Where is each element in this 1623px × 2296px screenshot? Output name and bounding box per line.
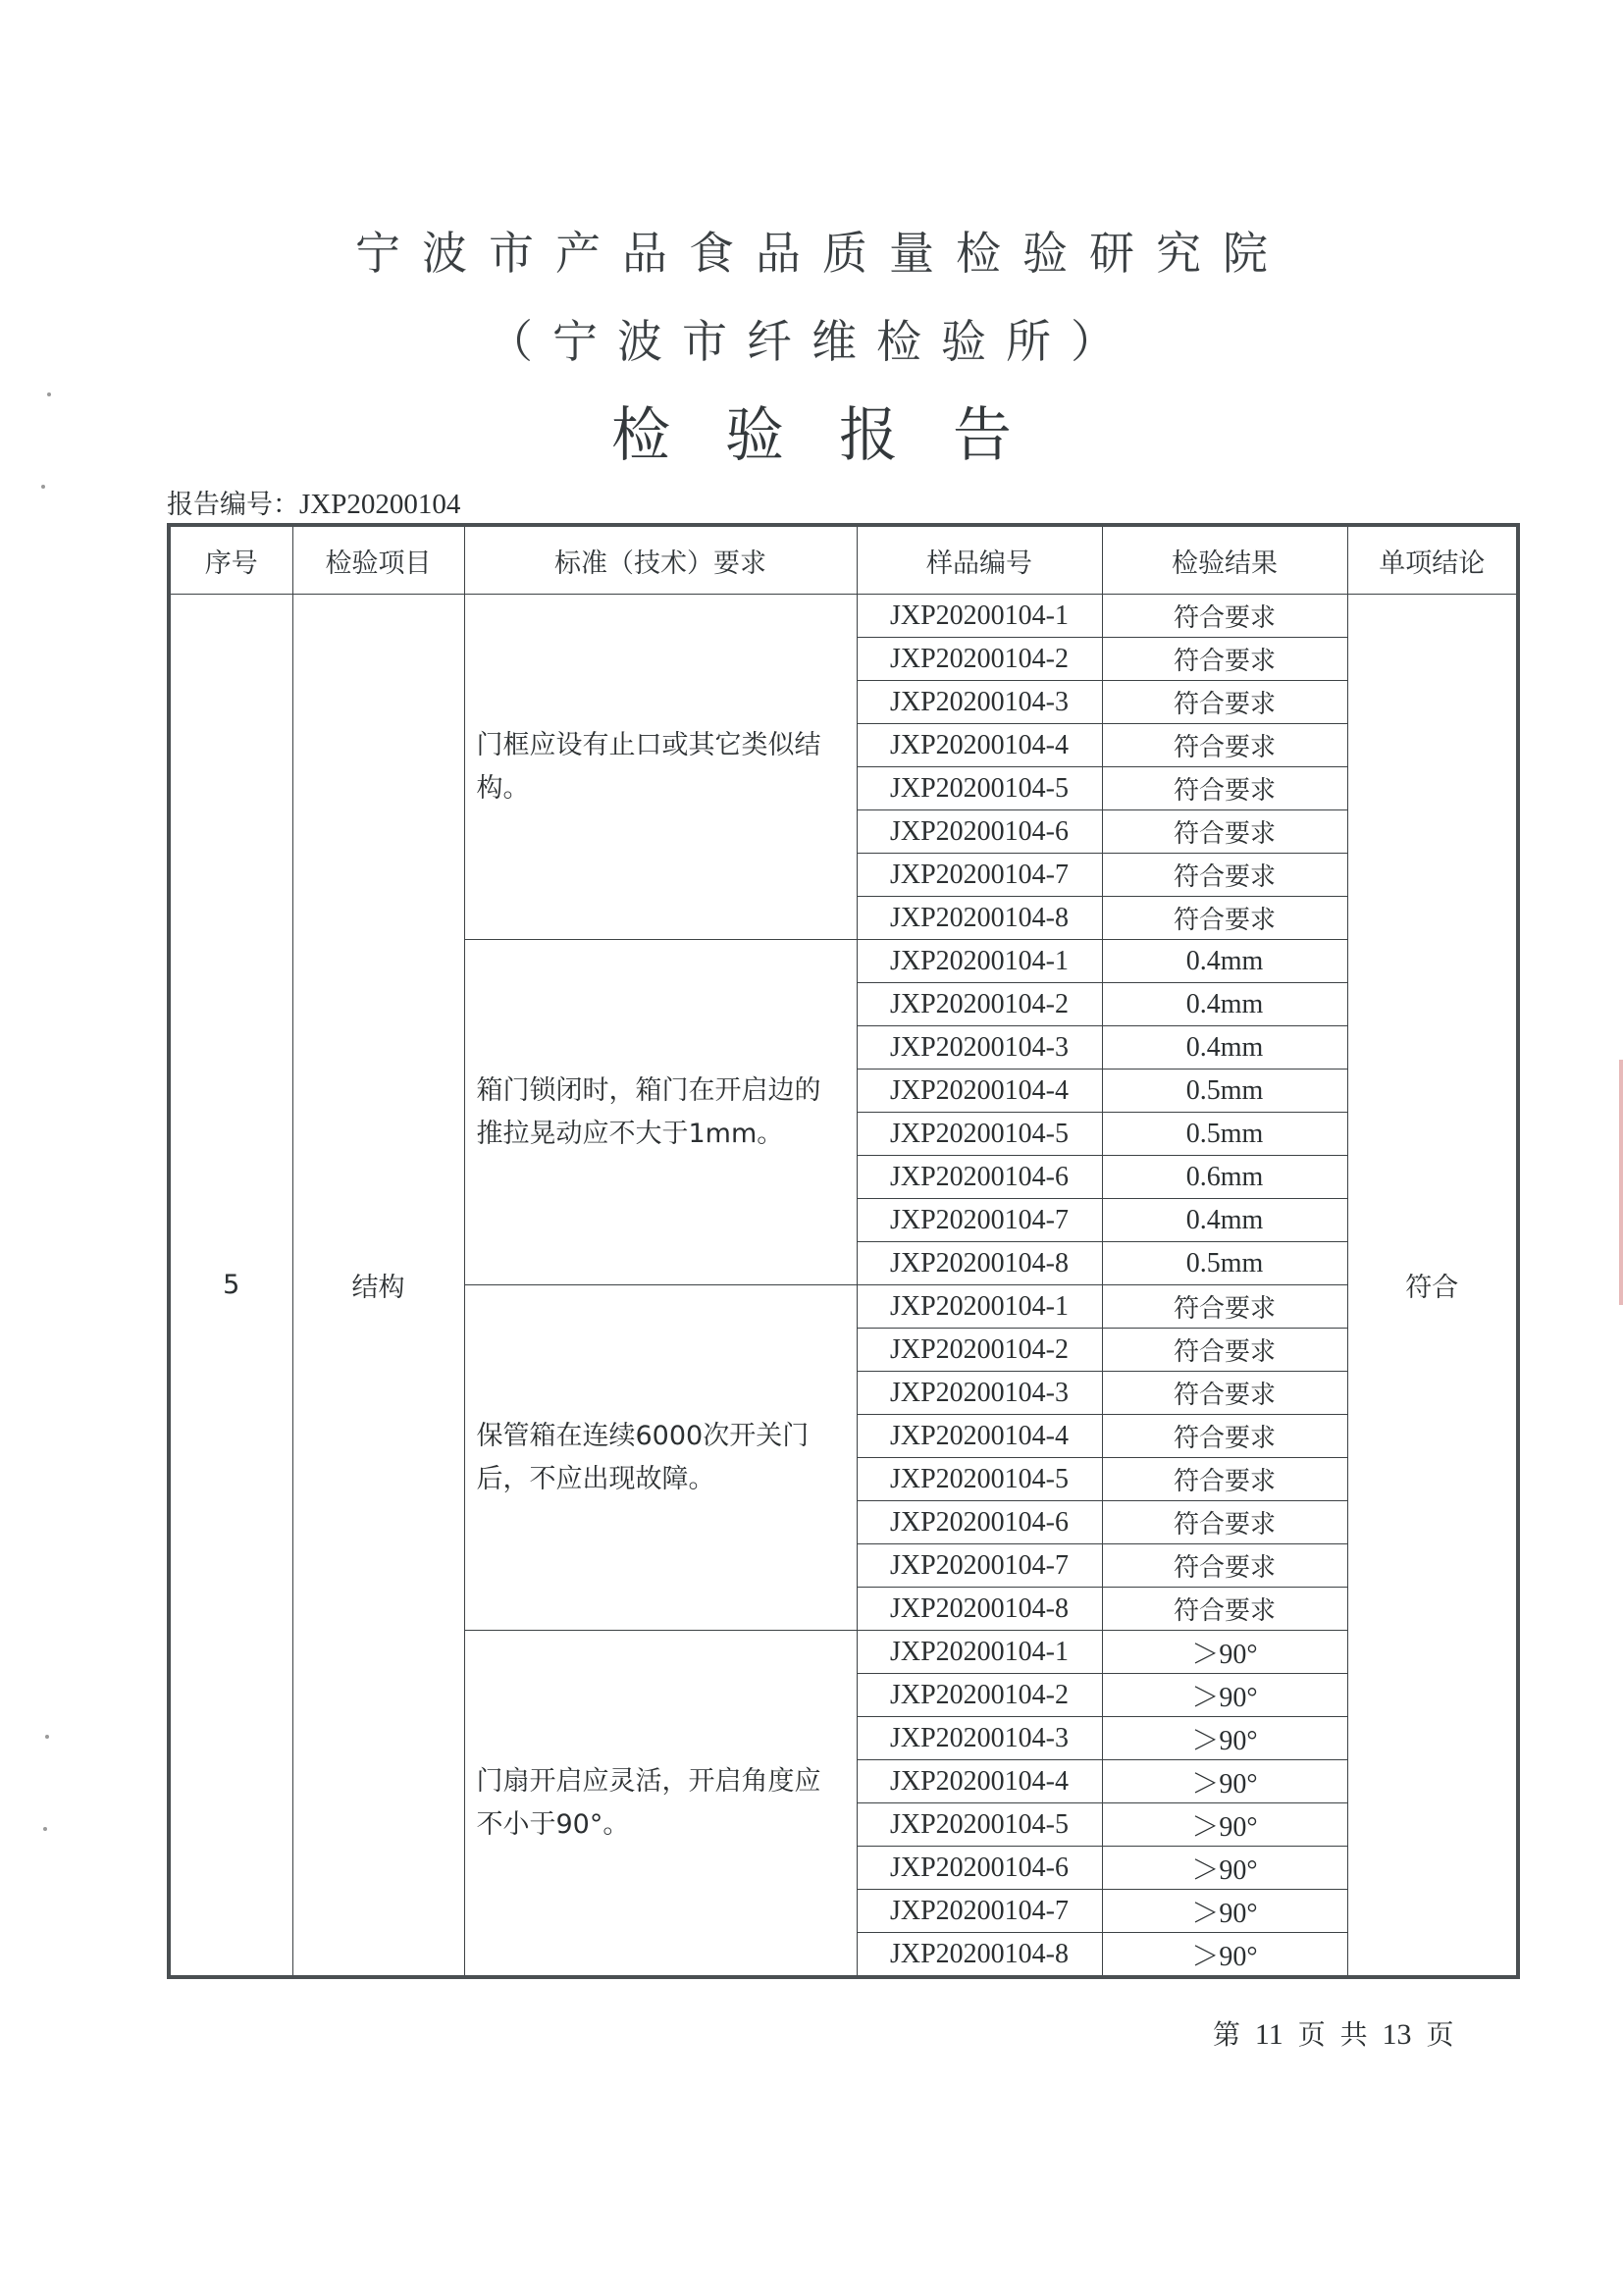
scan-speck <box>47 392 51 396</box>
result-cell: 符合要求 <box>1102 897 1347 940</box>
result-cell: 0.4mm <box>1102 1026 1347 1070</box>
column-header-sample: 样品编号 <box>857 525 1102 595</box>
sample-id-cell: JXP20200104-8 <box>857 897 1102 940</box>
result-cell: 符合要求 <box>1102 810 1347 854</box>
report-number-value: JXP20200104 <box>299 489 461 520</box>
inspection-item-cell: 结构 <box>292 595 464 1978</box>
result-cell: ＞90° <box>1102 1933 1347 1978</box>
scan-speck <box>41 485 45 489</box>
sample-id-cell: JXP20200104-3 <box>857 1372 1102 1415</box>
sample-id-cell: JXP20200104-4 <box>857 1415 1102 1458</box>
result-cell: 0.4mm <box>1102 1199 1347 1242</box>
sample-id-cell: JXP20200104-8 <box>857 1933 1102 1978</box>
sample-id-cell: JXP20200104-1 <box>857 1631 1102 1674</box>
scan-edge-mark <box>1619 1060 1623 1305</box>
total-pages-number: 13 <box>1382 2018 1412 2051</box>
result-cell: 符合要求 <box>1102 638 1347 681</box>
result-cell: 符合要求 <box>1102 1588 1347 1631</box>
sample-id-cell: JXP20200104-4 <box>857 1070 1102 1113</box>
conclusion-cell: 符合 <box>1347 595 1518 1978</box>
sample-id-cell: JXP20200104-5 <box>857 1458 1102 1501</box>
result-cell: ＞90° <box>1102 1890 1347 1933</box>
result-cell: 0.4mm <box>1102 983 1347 1026</box>
footer-prefix: 第 <box>1213 2018 1241 2051</box>
sample-id-cell: JXP20200104-6 <box>857 1501 1102 1544</box>
sample-id-cell: JXP20200104-7 <box>857 1890 1102 1933</box>
result-cell: 符合要求 <box>1102 1415 1347 1458</box>
sample-id-cell: JXP20200104-3 <box>857 1717 1102 1760</box>
sample-id-cell: JXP20200104-6 <box>857 1847 1102 1890</box>
result-cell: 符合要求 <box>1102 1329 1347 1372</box>
inspection-table <box>167 523 1520 1979</box>
requirement-cell: 门扇开启应灵活，开启角度应不小于90°。 <box>464 1631 857 1978</box>
column-header-seq: 序号 <box>169 525 292 595</box>
sample-id-cell: JXP20200104-1 <box>857 1285 1102 1329</box>
requirement-cell: 门框应设有止口或其它类似结构。 <box>464 595 857 940</box>
result-cell: ＞90° <box>1102 1631 1347 1674</box>
column-header-conclusion: 单项结论 <box>1347 525 1518 595</box>
sample-id-cell: JXP20200104-2 <box>857 1329 1102 1372</box>
result-cell: ＞90° <box>1102 1803 1347 1847</box>
result-cell: 符合要求 <box>1102 724 1347 767</box>
sample-id-cell: JXP20200104-1 <box>857 940 1102 983</box>
result-cell: 符合要求 <box>1102 767 1347 810</box>
result-cell: 符合要求 <box>1102 1372 1347 1415</box>
result-cell: 0.5mm <box>1102 1113 1347 1156</box>
result-cell: 0.5mm <box>1102 1242 1347 1285</box>
report-title: 检验报告 <box>611 401 1067 470</box>
sample-id-cell: JXP20200104-2 <box>857 983 1102 1026</box>
sample-id-cell: JXP20200104-7 <box>857 1199 1102 1242</box>
seq-cell: 5 <box>169 595 292 1978</box>
table-row <box>169 595 1518 638</box>
column-header-requirement: 标准（技术）要求 <box>464 525 857 595</box>
result-cell: 符合要求 <box>1102 1458 1347 1501</box>
sample-id-cell: JXP20200104-7 <box>857 854 1102 897</box>
result-cell: 符合要求 <box>1102 681 1347 724</box>
sample-id-cell: JXP20200104-2 <box>857 638 1102 681</box>
result-cell: 符合要求 <box>1102 1544 1347 1588</box>
result-cell: 符合要求 <box>1102 1285 1347 1329</box>
sample-id-cell: JXP20200104-5 <box>857 1803 1102 1847</box>
column-header-item: 检验项目 <box>292 525 464 595</box>
result-cell: 0.6mm <box>1102 1156 1347 1199</box>
column-header-result: 检验结果 <box>1102 525 1347 595</box>
requirement-cell: 箱门锁闭时，箱门在开启边的推拉晃动应不大于1mm。 <box>464 940 857 1285</box>
sample-id-cell: JXP20200104-5 <box>857 1113 1102 1156</box>
result-cell: 0.4mm <box>1102 940 1347 983</box>
sample-id-cell: JXP20200104-2 <box>857 1674 1102 1717</box>
report-number-label: 报告编号： <box>167 490 299 520</box>
sample-id-cell: JXP20200104-8 <box>857 1588 1102 1631</box>
sample-id-cell: JXP20200104-1 <box>857 595 1102 638</box>
requirement-cell: 保管箱在连续6000次开关门后，不应出现故障。 <box>464 1285 857 1631</box>
result-cell: 符合要求 <box>1102 1501 1347 1544</box>
footer-suffix: 页 <box>1426 2018 1454 2051</box>
result-cell: ＞90° <box>1102 1847 1347 1890</box>
sample-id-cell: JXP20200104-6 <box>857 810 1102 854</box>
result-cell: ＞90° <box>1102 1674 1347 1717</box>
result-cell: 0.5mm <box>1102 1070 1347 1113</box>
sample-id-cell: JXP20200104-7 <box>857 1544 1102 1588</box>
result-cell: ＞90° <box>1102 1717 1347 1760</box>
sample-id-cell: JXP20200104-5 <box>857 767 1102 810</box>
report-number <box>167 483 460 521</box>
result-cell: ＞90° <box>1102 1760 1347 1803</box>
page-footer <box>1213 2013 1453 2053</box>
sample-id-cell: JXP20200104-3 <box>857 1026 1102 1070</box>
current-page-number: 11 <box>1254 2018 1283 2051</box>
sample-id-cell: JXP20200104-6 <box>857 1156 1102 1199</box>
table-body <box>169 595 1518 1978</box>
scan-speck <box>45 1735 49 1739</box>
org-subtitle: （宁波市纤维检验所） <box>488 315 1135 368</box>
org-name: 宁波市产品食品质量检验研究院 <box>355 227 1289 280</box>
result-cell: 符合要求 <box>1102 595 1347 638</box>
footer-middle: 页 共 <box>1297 2018 1368 2051</box>
table-header-row <box>169 525 1518 595</box>
scan-speck <box>43 1827 47 1831</box>
sample-id-cell: JXP20200104-8 <box>857 1242 1102 1285</box>
sample-id-cell: JXP20200104-4 <box>857 1760 1102 1803</box>
sample-id-cell: JXP20200104-3 <box>857 681 1102 724</box>
sample-id-cell: JXP20200104-4 <box>857 724 1102 767</box>
result-cell: 符合要求 <box>1102 854 1347 897</box>
